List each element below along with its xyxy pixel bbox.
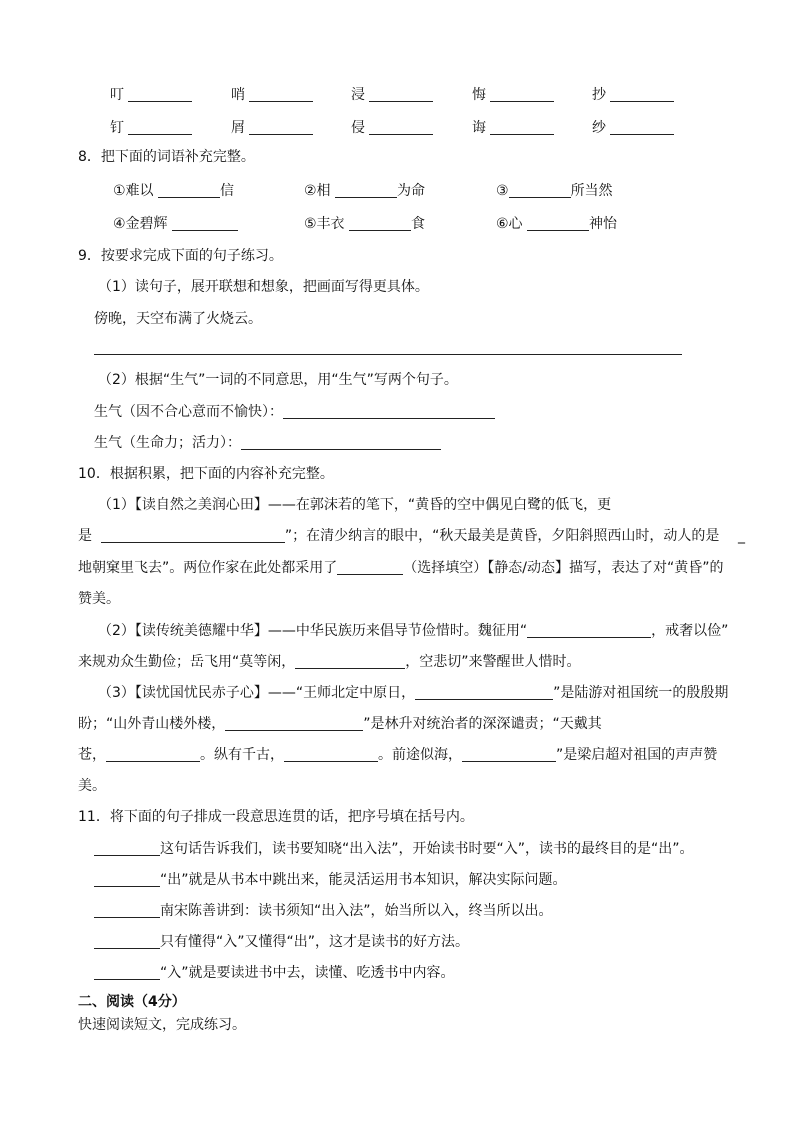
- q8-row-1: [0, 180, 794, 198]
- char-item: [351, 84, 433, 104]
- q11-item: “入”就是要读进书中去，读懂、吃透书中内容。: [94, 964, 455, 982]
- char-item: [351, 117, 433, 137]
- q11-item: “出”就是从书本中跳出来，能灵活运用书本知识，解决实际问题。: [94, 871, 567, 889]
- answer-blank[interactable]: [335, 183, 397, 198]
- question-11-title: 11．将下面的句子排成一段意思连贯的话，把序号填在括号内。: [78, 809, 474, 825]
- order-blank[interactable]: [94, 903, 160, 918]
- char-label: 诲: [472, 120, 486, 136]
- answer-blank[interactable]: [158, 183, 220, 198]
- q8-item: ④金碧辉: [113, 213, 238, 233]
- q11-item: 只有懂得“入”又懂得“出”，这才是读书的好方法。: [94, 933, 469, 951]
- char-label: 哨: [231, 87, 245, 103]
- char-item: [110, 84, 192, 104]
- char-item: [472, 117, 554, 137]
- answer-blank[interactable]: [490, 120, 554, 135]
- q10-p1-line2-tail: _: [738, 528, 745, 544]
- q10-p3-line2: 盼；“山外青山楼外楼， ”是林升对统治者的深深谴责；“天戴其: [78, 716, 602, 732]
- answer-blank[interactable]: [415, 685, 553, 700]
- answer-blank[interactable]: [101, 528, 285, 543]
- order-blank[interactable]: [94, 841, 160, 856]
- q8-item: ①难以 信: [113, 183, 235, 199]
- answer-blank[interactable]: [462, 747, 556, 762]
- answer-blank[interactable]: [225, 716, 363, 731]
- q10-p2-line2: 来规劝众生勤俭；岳飞用“莫等闲， ，空悲切”来警醒世人惜时。: [78, 654, 581, 670]
- section-2-title: 二、阅读（4分）: [78, 994, 186, 1010]
- q9-sub2: （2）根据“生气”一词的不同意思，用“生气”写两个句子。: [98, 372, 458, 388]
- q8-item: ②相 为命: [304, 183, 426, 199]
- q10-p1-line4: 赞美。: [78, 591, 120, 607]
- answer-blank[interactable]: [527, 216, 589, 231]
- q10-p1-line2: 是 ”；在清少纳言的眼中，“秋天最美是黄昏，夕阳斜照西山时，动人的是: [78, 528, 720, 544]
- q10-p1-line3: 地朝窠里飞去”。两位作家在此处都采用了 （选择填空）【静态/动态】描写，表达了对“黄昏”的: [78, 560, 724, 576]
- char-item: [231, 84, 313, 104]
- char-label: 浸: [351, 87, 365, 103]
- answer-blank[interactable]: [128, 120, 192, 135]
- char-item: [592, 117, 674, 137]
- answer-line[interactable]: [94, 354, 682, 355]
- q9-line-b: 生气（生命力；活力）：: [94, 434, 441, 452]
- order-blank[interactable]: [94, 934, 160, 949]
- char-label: 抄: [592, 87, 606, 103]
- answer-blank[interactable]: [527, 623, 651, 638]
- answer-blank[interactable]: [337, 560, 403, 575]
- char-label: 屑: [231, 120, 245, 136]
- order-blank[interactable]: [94, 965, 160, 980]
- answer-blank[interactable]: [106, 747, 200, 762]
- answer-blank[interactable]: [295, 654, 405, 669]
- q8-item: ⑥心 神怡: [496, 216, 618, 232]
- order-blank[interactable]: [94, 872, 160, 887]
- q10-p3-line1: （3）【读忧国忧民赤子心】——“王师北定中原日， ”是陆游对祖国统一的殷殷期: [98, 685, 729, 701]
- answer-blank[interactable]: [284, 747, 378, 762]
- answer-blank[interactable]: [369, 87, 433, 102]
- char-item: [110, 117, 192, 137]
- answer-blank[interactable]: [349, 216, 411, 231]
- answer-blank[interactable]: [249, 120, 313, 135]
- answer-blank[interactable]: [283, 404, 495, 419]
- char-item: [231, 117, 313, 137]
- q10-p1-line1: （1）【读自然之美润心田】——在郭沫若的笔下，“黄昏的空中偶见白鹭的低飞，更: [98, 497, 612, 513]
- q10-p3-line4: 美。: [78, 778, 106, 794]
- answer-blank[interactable]: [610, 120, 674, 135]
- answer-blank[interactable]: [369, 120, 433, 135]
- char-item: [472, 84, 554, 104]
- answer-blank[interactable]: [509, 183, 571, 198]
- answer-blank[interactable]: [610, 87, 674, 102]
- q8-row-2: [0, 213, 794, 231]
- char-row-1: [0, 84, 794, 102]
- answer-blank[interactable]: [172, 216, 238, 231]
- q9-sentence: 傍晚，天空布满了火烧云。: [94, 311, 262, 327]
- char-label: 钉: [110, 120, 124, 136]
- question-10-title: 10．根据积累，把下面的内容补充完整。: [78, 466, 334, 482]
- question-9-title: 9．按要求完成下面的句子练习。: [78, 248, 283, 264]
- q10-p2-line1: （2）【读传统美德耀中华】——中华民族历来倡导节俭惜时。魏征用“ ，戒奢以俭”: [98, 623, 729, 639]
- q10-p3-line3: 苍， 。纵有千古， 。前途似海， ”是梁启超对祖国的声声赞: [78, 747, 718, 763]
- char-item: [592, 84, 674, 104]
- q8-item: ⑤丰衣 食: [304, 216, 426, 232]
- char-label: 侵: [351, 120, 365, 136]
- q11-item: 南宋陈善讲到：读书须知“出入法”，始当所以入，终当所以出。: [94, 902, 553, 920]
- section-2-instruction: 快速阅读短文，完成练习。: [78, 1017, 246, 1033]
- q9-line-a: 生气（因不合心意而不愉快）：: [94, 403, 495, 421]
- q9-sub1: （1）读句子，展开联想和想象，把画面写得更具体。: [98, 279, 429, 295]
- answer-blank[interactable]: [490, 87, 554, 102]
- q8-item: ③ 所当然: [496, 183, 613, 199]
- char-label: 悔: [472, 87, 486, 103]
- char-label: 叮: [110, 87, 124, 103]
- answer-blank[interactable]: [249, 87, 313, 102]
- answer-blank[interactable]: [128, 87, 192, 102]
- q11-item: 这句话告诉我们，读书要知晓“出入法”，开始读书时要“入”，读书的最终目的是“出”。: [94, 840, 694, 858]
- question-8-title: 8．把下面的词语补充完整。: [78, 149, 255, 165]
- answer-blank[interactable]: [241, 435, 441, 450]
- char-row-2: [0, 117, 794, 135]
- char-label: 纱: [592, 120, 606, 136]
